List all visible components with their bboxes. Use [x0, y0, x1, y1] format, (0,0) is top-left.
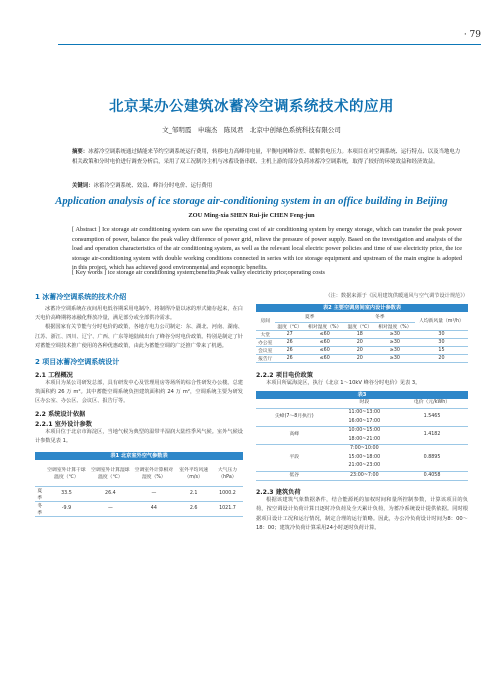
table-cell: 20: [345, 354, 375, 362]
table-cell: 26: [275, 354, 305, 362]
section-2-1-heading: 2.1 工程概况: [35, 372, 73, 380]
table-cell: 26: [275, 338, 305, 346]
authors: 文_邹明霞 申瑞杰 陈凤君 北京中创绿色系统科技有限公司: [162, 126, 341, 134]
table-cell: 大堂: [256, 330, 275, 338]
table-2-grid: [256, 312, 468, 363]
table-1-grid: [35, 460, 243, 517]
keywords-cn: [72, 181, 212, 189]
table-cell: 23:00~7:00: [333, 471, 396, 481]
keywords-text: 冰蓄冷空调系统、效益、峰谷分时电价、运行费用: [93, 183, 213, 189]
table-row: [256, 346, 468, 354]
table-cell: ≤60: [305, 330, 345, 338]
table-cell: 7:00~10:00 15:00~18:00 21:00~23:00: [333, 445, 396, 472]
table-cell: ≤60: [305, 338, 345, 346]
table-cell: ≤60: [305, 346, 345, 354]
section-2-2-3-heading: 2.2.3 建筑负荷: [256, 489, 301, 497]
table-cell: 44: [132, 501, 175, 516]
table-cell: 1021.7: [212, 501, 243, 516]
table-cell: 高峰: [256, 427, 333, 445]
table-row: [256, 445, 468, 472]
abstract-label: 摘要：: [72, 149, 89, 155]
article-title: 北京某办公建筑冰蓄冷空调系统技术的应用: [109, 99, 394, 115]
table-cell: 会议室: [256, 346, 275, 354]
table-1-caption: 表1 北京室外空气参数表: [35, 452, 243, 460]
paragraph-6: 根据该建筑气象数据条件，结合能源耗的加权时间和量所控制参数，计算该项目的负荷，按空调设计负荷计算日逐时冷负荷及全天累计负荷，为蓄冷系统设计提供依据。同时根据项目设计工况和运行情况，制定合理的运行策略。因此，办公冷负荷设计时间为8：00～18：00；建筑冷负荷计算采用24小时逐时负荷计算。: [256, 497, 468, 531]
header-rule: [58, 44, 481, 45]
section-2-2-1-heading: 2.2.1 室外设计参数: [35, 420, 92, 428]
table-cell: 相对湿度（%）: [305, 322, 345, 330]
table-3-caption: 表3: [256, 391, 468, 399]
table-cell: ≥30: [375, 346, 415, 354]
paragraph-4: 本项目位于北京市海淀区，当地气候为典型的温带半湿润大陆性季风气候。室外气候设计参数见表 1。: [35, 428, 243, 444]
table-cell: 大气压力（hPa）: [212, 460, 243, 486]
table-cell: 0.8895: [396, 445, 468, 472]
table-cell: 1000.2: [212, 486, 243, 501]
abstract-en-text: Ice storage air conditioning system can save the operating cost of air conditioning system by energy storage, which can transfer the peak power consumption of power, balance the peak valley difference of power grid, relieve the pressure of power supply. Based on the investigation and analysis of the load and operation characteristics of the air conditioning system, as well as the relevant local electric power policies and time of use electricity price, the ice storage air-conditioning system with double working conditions connected in series with ice storage equipment and upstream of the main engine is adopted in this project, which has achieved good environmental and economic benefits.: [72, 226, 463, 271]
table-3-grid: [256, 399, 468, 482]
keywords-en-label: [ Key words ]: [72, 269, 107, 276]
table-2: [256, 304, 468, 363]
table-cell: 平段: [256, 445, 333, 472]
table-cell: 0.4058: [396, 471, 468, 481]
table-cell: 低谷: [256, 471, 333, 481]
table-cell: 温度（℃）: [275, 322, 305, 330]
table-cell: 15: [415, 346, 468, 354]
section-2-heading: 2 项目冰蓄冷空调系统设计: [35, 358, 120, 367]
table-cell: 1.4182: [396, 427, 468, 445]
section-1-heading: 1 冰蓄冷空调系统的技术介绍: [35, 293, 127, 301]
table-row: [256, 427, 468, 445]
table-cell: 冬季: [345, 312, 415, 322]
table-cell: 时段: [333, 399, 396, 409]
table-cell: ≤60: [305, 354, 345, 362]
table-cell: 空调室外计算相对湿度（%）: [132, 460, 175, 486]
abstract-cn: [72, 147, 462, 167]
table-row: [256, 409, 468, 427]
table-cell: 房间: [256, 312, 275, 330]
table-cell: 报告厅: [256, 354, 275, 362]
table-cell: [256, 399, 333, 409]
table-cell: 2.1: [175, 486, 212, 501]
table-cell: 11:00~13:00 16:00~17:00: [333, 409, 396, 427]
table-cell: 1.5465: [396, 409, 468, 427]
table-cell: 室外平均风速（m/s）: [175, 460, 212, 486]
right-column: [256, 292, 468, 533]
table-cell: 20: [345, 346, 375, 354]
table-row: [256, 471, 468, 481]
keywords-label: 关键词：: [72, 183, 94, 189]
table-cell: 电价（元/kWh）: [396, 399, 468, 409]
section-2-2-heading: 2.2 系统设计依据: [35, 410, 86, 418]
left-column: [35, 292, 243, 517]
table-cell: 办公室: [256, 338, 275, 346]
table-row: [256, 338, 468, 346]
table-cell: 27: [275, 330, 305, 338]
table-cell: ≥30: [375, 330, 415, 338]
table-cell: 20: [345, 338, 375, 346]
article-title-en: Application analysis of ice storage air-conditioning system in an office building in Beijing: [55, 196, 448, 207]
table-cell: ≥30: [375, 338, 415, 346]
table-cell: 26.4: [88, 486, 132, 501]
table-cell: 30: [415, 338, 468, 346]
table-cell: —: [88, 501, 132, 516]
keywords-en-text: ice storage air conditioning system;benefits;Peak valley electricity price;operating costs: [107, 269, 325, 276]
table-cell: 尖峰(7～8月执行): [256, 409, 333, 427]
paragraph-5: 本项目所属海淀区，执行《北京 1～10kV 峰谷分时电价》见表 3。: [266, 379, 421, 386]
table-cell: ≥30: [375, 354, 415, 362]
table-cell: 30: [415, 330, 468, 338]
table-row: [35, 501, 243, 516]
table-cell: 冬季: [35, 501, 45, 516]
page-number: · 79: [463, 30, 481, 40]
table-row: [35, 486, 243, 501]
abstract-en: [72, 225, 462, 273]
table-cell: [35, 460, 45, 486]
paragraph-1: 冰蓄冷空调系统在夜间用电低谷期采用电制冷，将制得冷量以冰的形式储存起来，在白天电价高峰期将冰融化释放冷量，满足部分或全部供冷需求。: [35, 306, 243, 322]
table-cell: 2.6: [175, 501, 212, 516]
table-cell: 空调室外计算干球温度（℃）: [45, 460, 89, 486]
table-cell: 相对湿度（%）: [375, 322, 415, 330]
table-3: [256, 391, 468, 482]
table-cell: 夏季: [35, 486, 45, 501]
table-cell: -9.9: [45, 501, 89, 516]
keywords-en: [72, 269, 325, 276]
section-2-2-2-heading: 2.2.2 项目电价政策: [256, 371, 313, 379]
abstract-en-label: [ Abstract ]: [72, 226, 101, 233]
table-cell: 人均新风量（m³/h）: [415, 312, 468, 330]
paragraph-2: 根据国家有关节能与分时电价的政策，各地方电力公司制定：东、湖北、河南、湖南、江苏、浙江、四川、辽宁、广西、广东等地陆续出台了峰谷分时电价政策。特别是制定了针对蓄能空调技术推广使用的各种优惠政策，由此为蓄能空调的广泛推广带来了机遇。: [35, 324, 243, 349]
table-cell: 温度（℃）: [345, 322, 375, 330]
table-cell: 10:00~15:00 18:00~21:00: [333, 427, 396, 445]
table-cell: 26: [275, 346, 305, 354]
table-1: [35, 452, 243, 517]
authors-en: ZOU Ming-xia SHEN Rui-jie CHEN Feng-jun: [188, 212, 315, 219]
table-cell: 33.5: [45, 486, 89, 501]
table-cell: 20: [415, 354, 468, 362]
paragraph-3: 本项目为某公司研发总部，具有研发中心及管理用房等场所的综合性研发办公楼。总建筑面积约 26 万 m²。其中蓄能空调系统负担建筑面积约 24 万 m²，空调系统主要为研发区办公室、办公区、会议区、报告厅等。: [35, 380, 243, 405]
table-cell: 空调室外计算湿球温度（℃）: [88, 460, 132, 486]
table-cell: 夏季: [275, 312, 345, 322]
table-cell: 18: [345, 330, 375, 338]
table-row: [256, 330, 468, 338]
source-note: （注：数据来源于《民用建筑供暖通风与空气调节设计规范》）: [325, 293, 468, 299]
table-row: [256, 354, 468, 362]
table-cell: —: [132, 486, 175, 501]
table-2-caption: 表2 主要空调房间室内设计参数表: [256, 304, 468, 312]
abstract-text: 冰蓄冷空调系统通过储能来节约空调系统运行费用，转移电力高峰用电量，平衡电网峰谷差、缓解供电压力。本项目在对空调系统、运行特点、以及当地电力相关政策和分时电价进行调查分析后，采用了双工况制冷主机与冰蓄设备串联、主机上游的部分负荷冰蓄冷空调系统，取得了较好的环境效益和经济效益。: [72, 149, 461, 165]
